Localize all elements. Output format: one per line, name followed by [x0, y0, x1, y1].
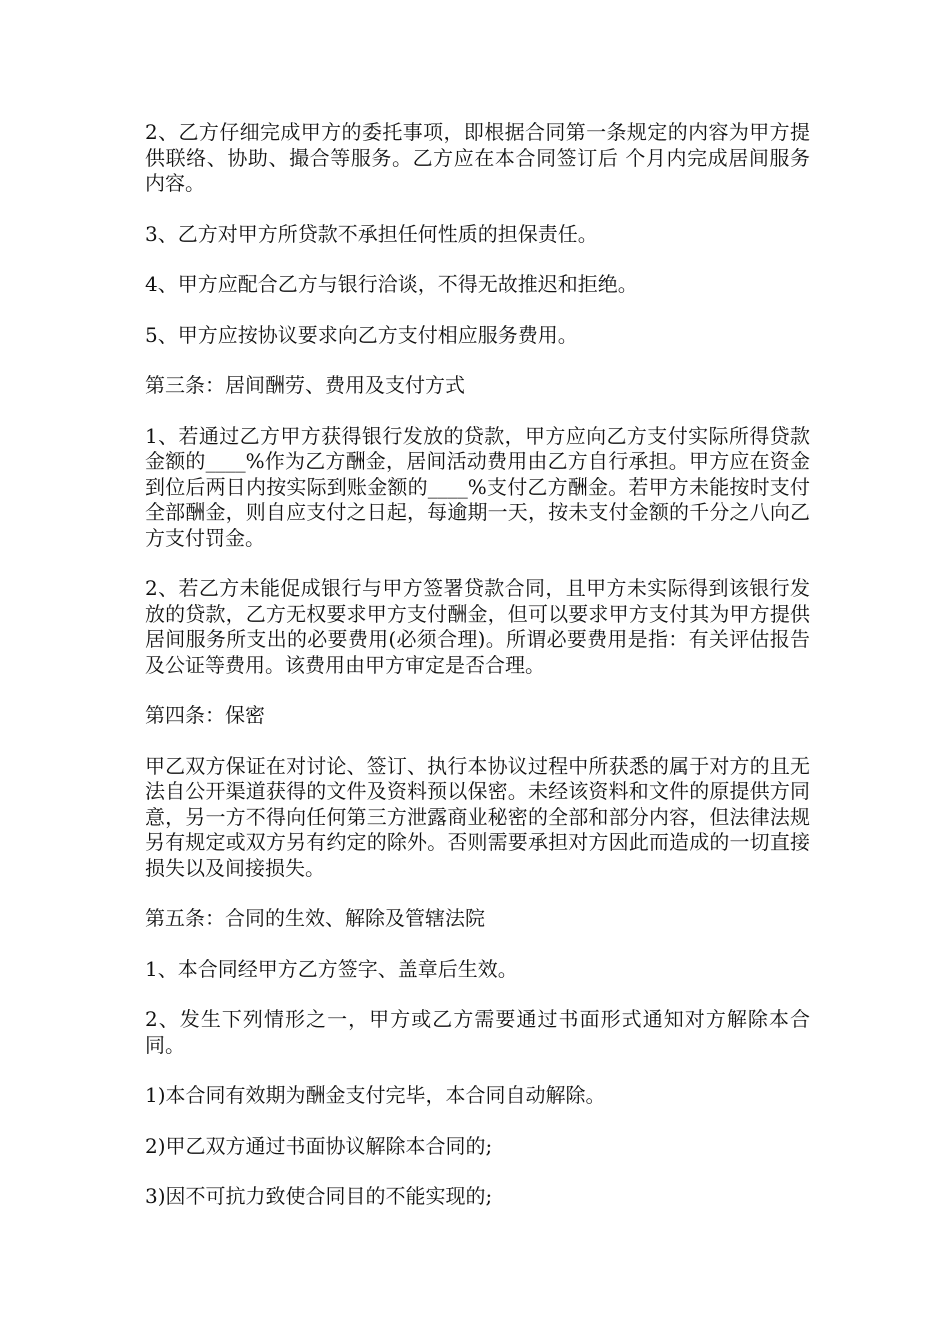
- clause-3-2: 2、若乙方未能促成银行与甲方签署贷款合同，且甲方未实际得到该银行发放的贷款，乙方无权要求甲方支付酬金，但可以要求甲方支付其为甲方提供居间服务所支出的必要费用(必须合理)。所谓必要费用是指：有关评估报告及公证等费用。该费用由甲方审定是否合理。: [145, 576, 810, 677]
- clause-5-1: 1、本合同经甲方乙方签字、盖章后生效。: [145, 956, 518, 981]
- clause-5-2-item-3: 3)因不可抗力致使合同目的不能实现的;: [145, 1184, 493, 1208]
- clause-5-2-item-1: 1)本合同有效期为酬金支付完毕，本合同自动解除。: [145, 1083, 606, 1107]
- article-5-heading: 第五条：合同的生效、解除及管辖法院: [145, 906, 485, 930]
- document-body: [145, 120, 810, 1235]
- clause-2-5: 5、甲方应按协议要求向乙方支付相应服务费用。: [145, 322, 578, 347]
- article-4-heading: 第四条：保密: [145, 703, 265, 727]
- article-4-body: 甲乙双方保证在对讨论、签订、执行本协议过程中所获悉的属于对方的且无法自公开渠道获得的文件及资料预以保密。未经该资料和文件的原提供方同意，另一方不得向任何第三方泄露商业秘密的全部和部分内容，但法律法规另有规定或双方另有约定的除外。否则需要承担对方因此而造成的一切直接损失以及间接损失。: [145, 753, 810, 880]
- clause-5-2: 2、发生下列情形之一，甲方或乙方需要通过书面形式通知对方解除本合同。: [145, 1007, 810, 1057]
- article-3-heading: 第三条：居间酬劳、费用及支付方式: [145, 373, 465, 397]
- clause-2-3: 3、乙方对甲方所贷款不承担任何性质的担保责任。: [145, 221, 598, 246]
- clause-2-2: 2、乙方仔细完成甲方的委托事项，即根据合同第一条规定的内容为甲方提供联络、协助、撮合等服务。乙方应在本合同签订后 个月内完成居间服务内容。: [145, 120, 810, 195]
- clause-5-2-item-2: 2)甲乙双方通过书面协议解除本合同的;: [145, 1133, 493, 1158]
- clause-3-1: 1、若通过乙方甲方获得银行发放的贷款，甲方应向乙方支付实际所得贷款金额的____%作为乙方酬金，居间活动费用由乙方自行承担。甲方应在资金到位后两日内按实际到账金额的____%支付乙方酬金。若甲方未能按时支付全部酬金，则自应支付之日起，每逾期一天，按未支付金额的千分之八向乙方支付罚金。: [145, 423, 810, 550]
- clause-2-4: 4、甲方应配合乙方与银行洽谈，不得无故推迟和拒绝。: [145, 272, 638, 296]
